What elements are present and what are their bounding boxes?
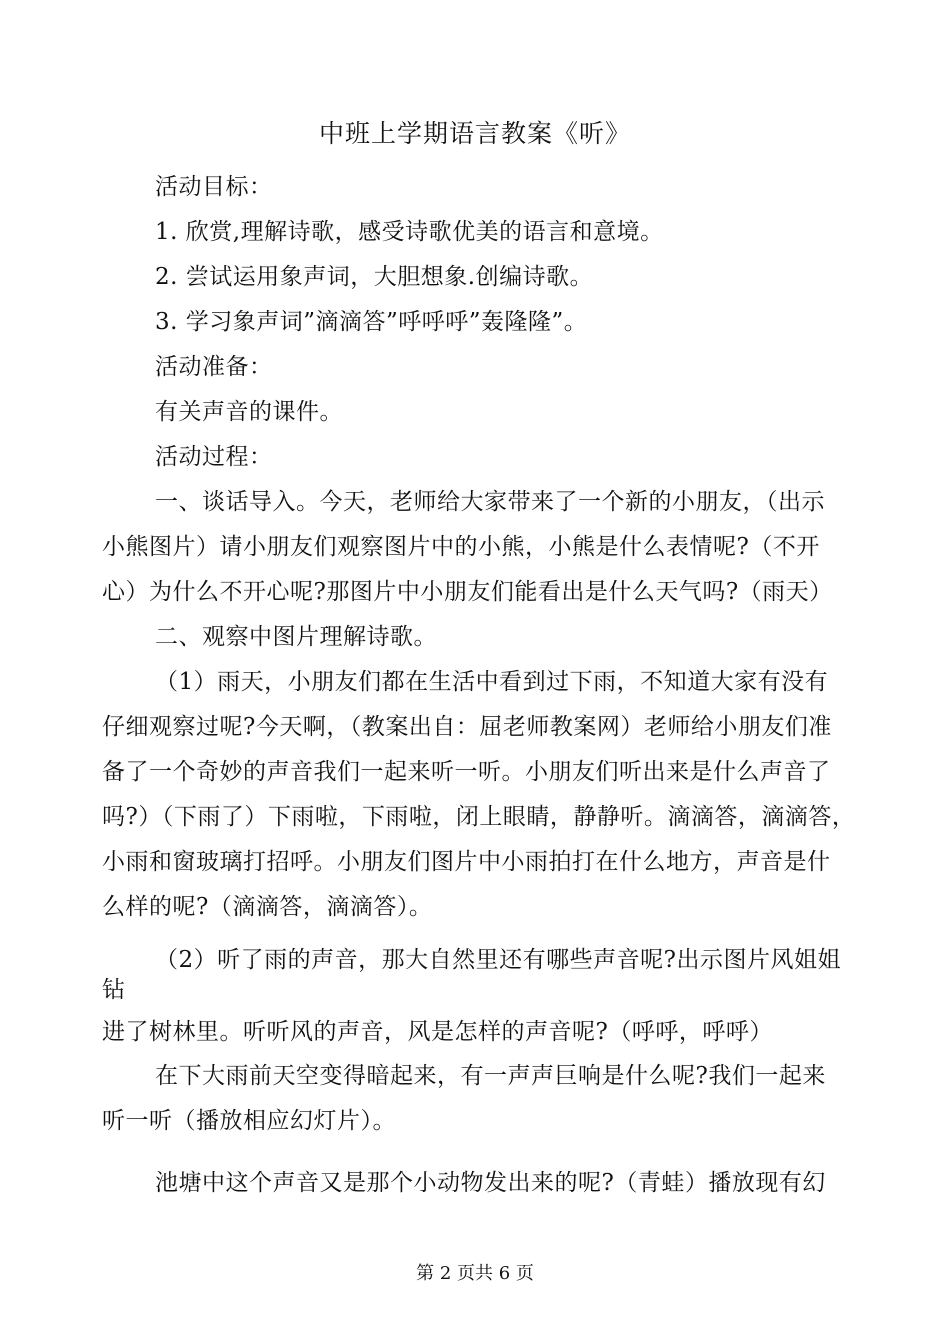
page-number-footer: 第 2 页共 6 页 xyxy=(416,1263,534,1284)
paragraph-line: 心）为什么不开心呢?那图片中小朋友们能看出是什么天气吗?（雨天） xyxy=(102,579,833,605)
goal-item-1: 1. 欣赏,理解诗歌，感受诗歌优美的语言和意境。 xyxy=(155,219,664,245)
paragraph-line: 池塘中这个声音又是那个小动物发出来的呢?（青蛙）播放现有幻 xyxy=(155,1170,826,1196)
paragraph-line: 备了一个奇妙的声音我们一起来听一听。小朋友们听出来是什么声音了 xyxy=(102,759,831,785)
section-heading-goals: 活动目标： xyxy=(155,174,273,200)
goal-item-3: 3. 学习象声词”滴滴答”呼呼呼”轰隆隆”。 xyxy=(155,309,588,335)
paragraph-line: 仔细观察过呢?今天啊，（教案出自：屈老师教案网）老师给小朋友们准 xyxy=(102,714,832,740)
paragraph-line: 进了树林里。听听风的声音，风是怎样的声音呢?（呼呼，呼呼） xyxy=(102,1019,773,1045)
paragraph-line: 二、观察中图片理解诗歌。 xyxy=(155,624,437,650)
preparation-text: 有关声音的课件。 xyxy=(155,399,343,425)
paragraph-line: 小雨和窗玻璃打招呼。小朋友们图片中小雨拍打在什么地方，声音是什 xyxy=(102,849,831,875)
paragraph-line: 小熊图片）请小朋友们观察图片中的小熊，小熊是什么表情呢?（不开 xyxy=(102,534,820,560)
paragraph-line: 在下大雨前天空变得暗起来，有一声声巨响是什么呢?我们一起来 xyxy=(155,1063,826,1089)
paragraph-line: 么样的呢?（滴滴答，滴滴答）。 xyxy=(102,894,433,920)
paragraph-line: 一、谈话导入。今天，老师给大家带来了一个新的小朋友，（出示 xyxy=(155,489,825,515)
paragraph-line: （1）雨天，小朋友们都在生活中看到过下雨，不知道大家有没有 xyxy=(155,669,829,695)
paragraph-line: 听一听（播放相应幻灯片）。 xyxy=(102,1108,396,1134)
paragraph-line: （2）听了雨的声音，那大自然里还有哪些声音呢?出示图片风姐姐 xyxy=(155,947,841,973)
page-title: 中班上学期语言教案《听》 xyxy=(318,119,631,148)
section-heading-preparation: 活动准备： xyxy=(155,354,273,380)
paragraph-line: 吗?）（下雨了）下雨啦，下雨啦，闭上眼睛，静静听。滴滴答，滴滴答， xyxy=(102,804,856,830)
section-heading-process: 活动过程： xyxy=(155,444,273,470)
paragraph-line: 钻 xyxy=(102,977,126,1003)
goal-item-2: 2. 尝试运用象声词，大胆想象.创编诗歌。 xyxy=(155,264,594,290)
